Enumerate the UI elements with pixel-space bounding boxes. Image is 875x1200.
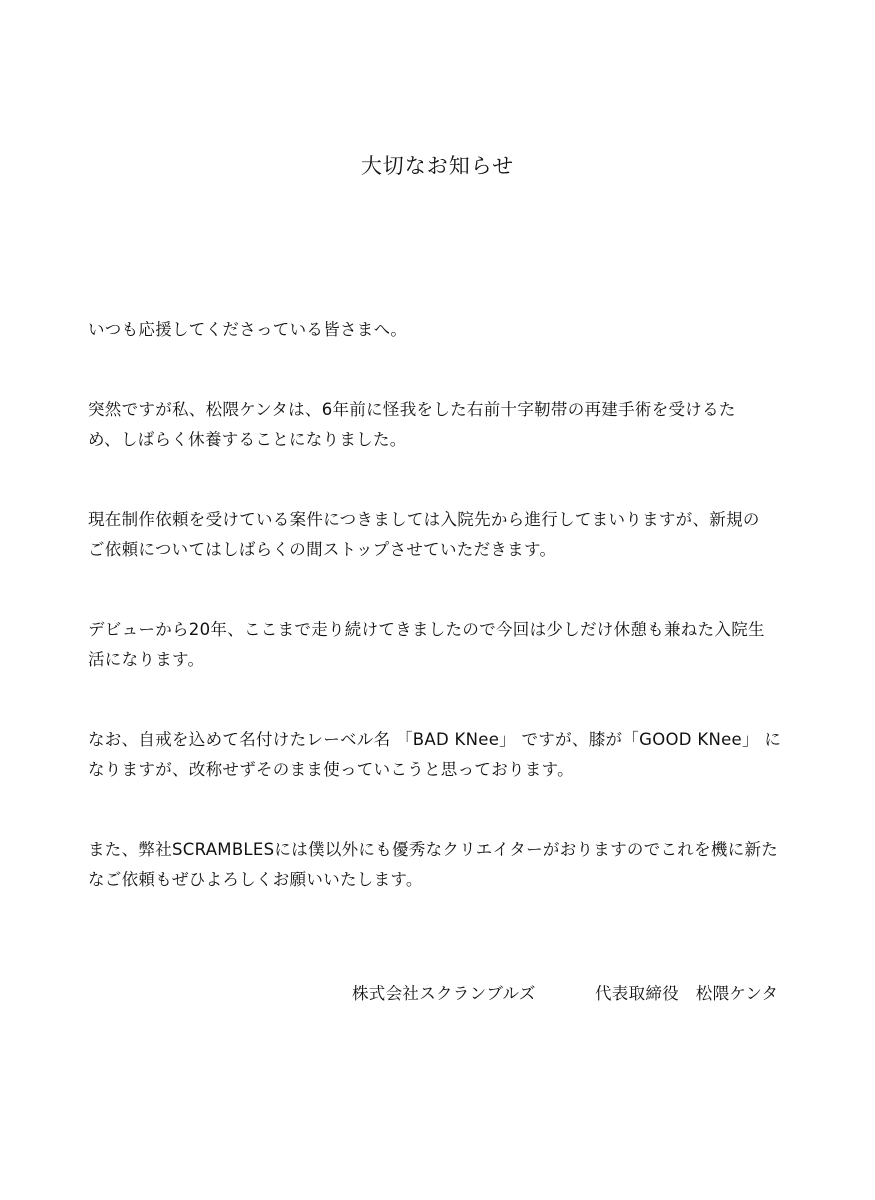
paragraph-line: デビューから20年、ここまで走り続けてきましたので今回は少しだけ休憩も兼ねた入院生 xyxy=(88,620,765,639)
debut-paragraph xyxy=(88,615,788,675)
paragraph-line: なご依頼もぜひよろしくお願いいたします。 xyxy=(88,870,423,889)
signature-company: 株式会社スクランブルズ xyxy=(352,984,536,1003)
paragraph-line: め、しばらく休養することになりました。 xyxy=(88,430,407,449)
notice-title: 大切なお知らせ xyxy=(360,154,515,178)
paragraph-line: なお、自戒を込めて名付けたレーベル名 「BAD KNee」 ですが、膝が「GOOD KNee」 に xyxy=(88,730,782,749)
label-name-paragraph xyxy=(88,725,788,785)
paragraph-line: なりますが、改称せずそのまま使っていこうと思っております。 xyxy=(88,760,574,779)
paragraph-line: 現在制作依頼を受けている案件につきましては入院先から進行してまいりますが、新規の xyxy=(88,510,760,529)
signature-person: 代表取締役 松隈ケンタ xyxy=(595,984,779,1003)
paragraph-line: また、弊社SCRAMBLESには僕以外にも優秀なクリエイターがおりますのでこれを機に新た xyxy=(88,840,779,859)
paragraph-line: 活になります。 xyxy=(88,650,205,669)
surgery-paragraph xyxy=(88,395,788,455)
paragraph-line: ご依頼についてはしばらくの間ストップさせていただきます。 xyxy=(88,540,557,559)
company-paragraph xyxy=(88,835,788,895)
paragraph-line: 突然ですが私、松隈ケンタは、6年前に怪我をした右前十字靭帯の再建手術を受けるた xyxy=(88,400,736,419)
work-status-paragraph xyxy=(88,505,788,565)
greeting-paragraph xyxy=(88,315,788,345)
paragraph-line: いつも応援してくださっている皆さまへ。 xyxy=(88,320,408,339)
